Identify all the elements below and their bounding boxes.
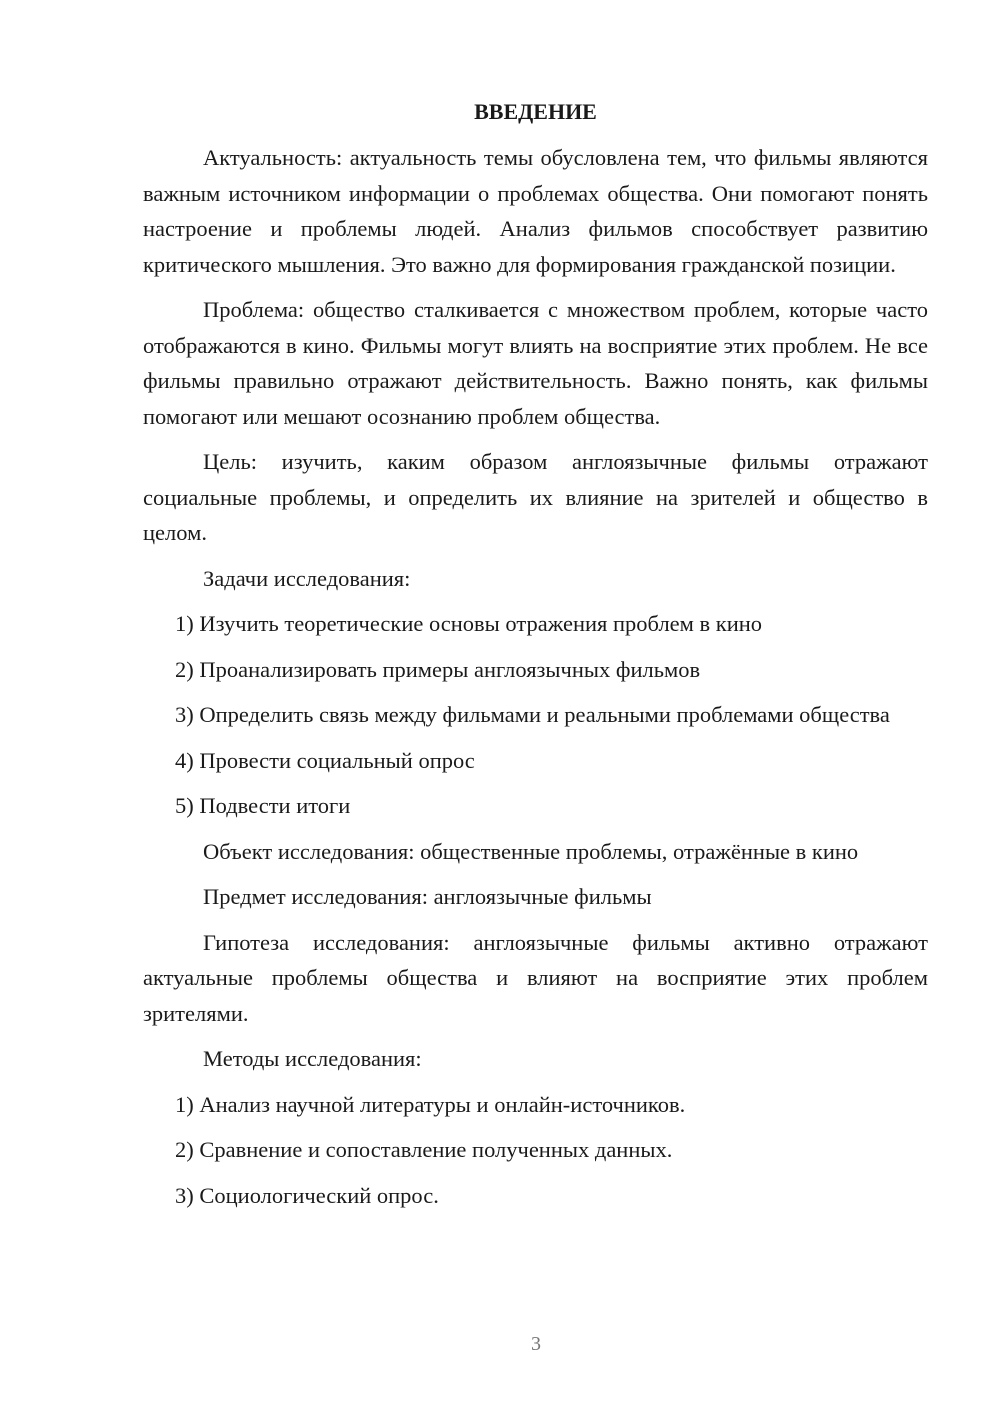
task-item-1: 1) Изучить теоретические основы отражения проблем в кино [175, 611, 763, 636]
hypothesis-paragraph: Гипотеза исследования: англоязычные фильмы активно отражают актуальные проблемы общества и влияют на восприятие этих проблем зрителями. [143, 929, 928, 1026]
goal-paragraph: Цель: изучить, каким образом англоязычные фильмы отражают социальные проблемы, и определить их влияние на зрителей и общество в целом. [143, 449, 928, 545]
page-content [143, 94, 928, 1223]
method-item-3: 3) Социологический опрос. [175, 1182, 439, 1208]
task-item-4: 4) Провести социальный опрос [175, 747, 475, 773]
tasks-heading: Задачи исследования: [203, 565, 411, 591]
problem-paragraph: Проблема: общество сталкивается с множеством проблем, которые часто отображаются в кино. Фильмы могут влиять на восприятие этих проблем. Не все фильмы правильно отражают действительность. Важно понять, как фильмы помогают или мешают осознанию проблем общества. [143, 297, 928, 429]
task-item-2: 2) Проанализировать примеры англоязычных фильмов [175, 656, 701, 682]
section-title: ВВЕДЕНИЕ [474, 99, 597, 124]
page-number: 3 [531, 1333, 541, 1355]
methods-heading: Методы исследования: [203, 1046, 422, 1071]
method-item-1: 1) Анализ научной литературы и онлайн-источников. [175, 1091, 686, 1117]
method-item-2: 2) Сравнение и сопоставление полученных данных. [175, 1137, 673, 1162]
object-line: Объект исследования: общественные проблемы, отражённые в кино [203, 838, 859, 864]
relevance-paragraph: Актуальность: актуальность темы обусловлена тем, что фильмы являются важным источником информации о проблемах общества. Они помогают понять настроение и проблемы людей. Анализ фильмов способствует развитию критического мышления. Это важно для формирования гражданской позиции. [143, 145, 928, 277]
subject-line: Предмет исследования: англоязычные фильмы [203, 884, 652, 909]
task-item-5: 5) Подвести итоги [175, 793, 351, 818]
task-item-3: 3) Определить связь между фильмами и реальными проблемами общества [175, 702, 890, 727]
